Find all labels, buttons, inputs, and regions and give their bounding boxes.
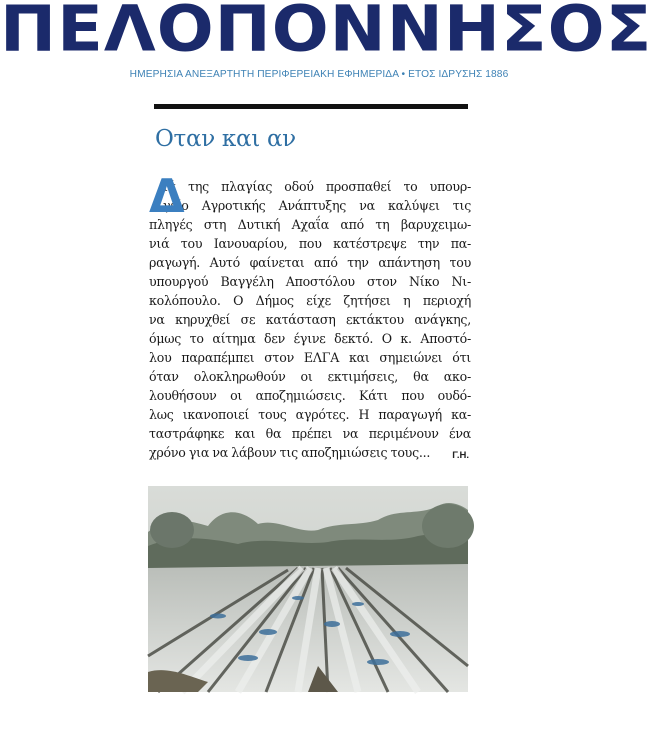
article-line: χρόνο για να λάβουν τις αποζημιώσεις τους... [149, 445, 431, 460]
article-line: κολόπουλο. Ο Δήμος είχε ζητήσει η περιοχή [149, 293, 471, 308]
article-line: ταστράφηκε και θα πρέπει να περιμένουν ένα [149, 426, 471, 441]
author-initials: Γ.Η. [452, 450, 469, 461]
article-line: να κηρυχθεί σε κατάσταση εκτάκτου ανάγκης, [149, 312, 471, 327]
article-line: γείο Αγροτικής Ανάπτυξης να καλύψει τις [163, 198, 471, 213]
article-line: υπουργού Βαγγέλη Αποστόλου στον Νίκο Νι- [149, 274, 471, 289]
newspaper-masthead [0, 0, 652, 66]
article-line: όμως το αίτημα δεν έγινε δεκτό. Ο κ. Αποστό- [149, 331, 471, 346]
newspaper-name: ΠΕΛΟΠΟΝΝΗΣΟΣ [0, 0, 652, 66]
article-line: όταν ολοκληρωθούν οι εκτιμήσεις, θα ακο- [149, 369, 471, 384]
article-body [149, 169, 471, 462]
article-line: λου παραπέμπει στον ΕΛΓΑ και σημειώνει ότι [149, 350, 471, 365]
article-line: πληγές στη Δυτική Αχαΐα από τη βαρυχειμω- [149, 217, 471, 232]
hail-covered-field-photo [148, 486, 468, 692]
newspaper-tagline: ΗΜΕΡΗΣΙΑ ΑΝΕΞΑΡΤΗΤΗ ΠΕΡΙΦΕΡΕΙΑΚΗ ΕΦΗΜΕΡΙΔΑ • ΕΤΟΣ ΙΔΡΥΣΗΣ 1886 [129, 69, 509, 80]
article-line: λως ικανοποιεί τους αγρότες. Η παραγωγή κα- [149, 407, 471, 422]
article-headline: Οταν και αν [155, 126, 296, 152]
article-line: ιά της πλαγίας οδού προσπαθεί το υπουρ- [163, 179, 471, 194]
article-line: ραγωγή. Αυτό φαίνεται από την απάντηση του [149, 255, 471, 270]
section-divider [154, 104, 468, 109]
drop-cap: Δ [149, 169, 185, 223]
article-line: νιά του Ιανουαρίου, που κατέστρεψε την πα- [149, 236, 471, 251]
article-line: λουθήσουν οι αποζημιώσεις. Κάτι που ουδό- [149, 388, 471, 403]
article-photo [148, 486, 468, 692]
